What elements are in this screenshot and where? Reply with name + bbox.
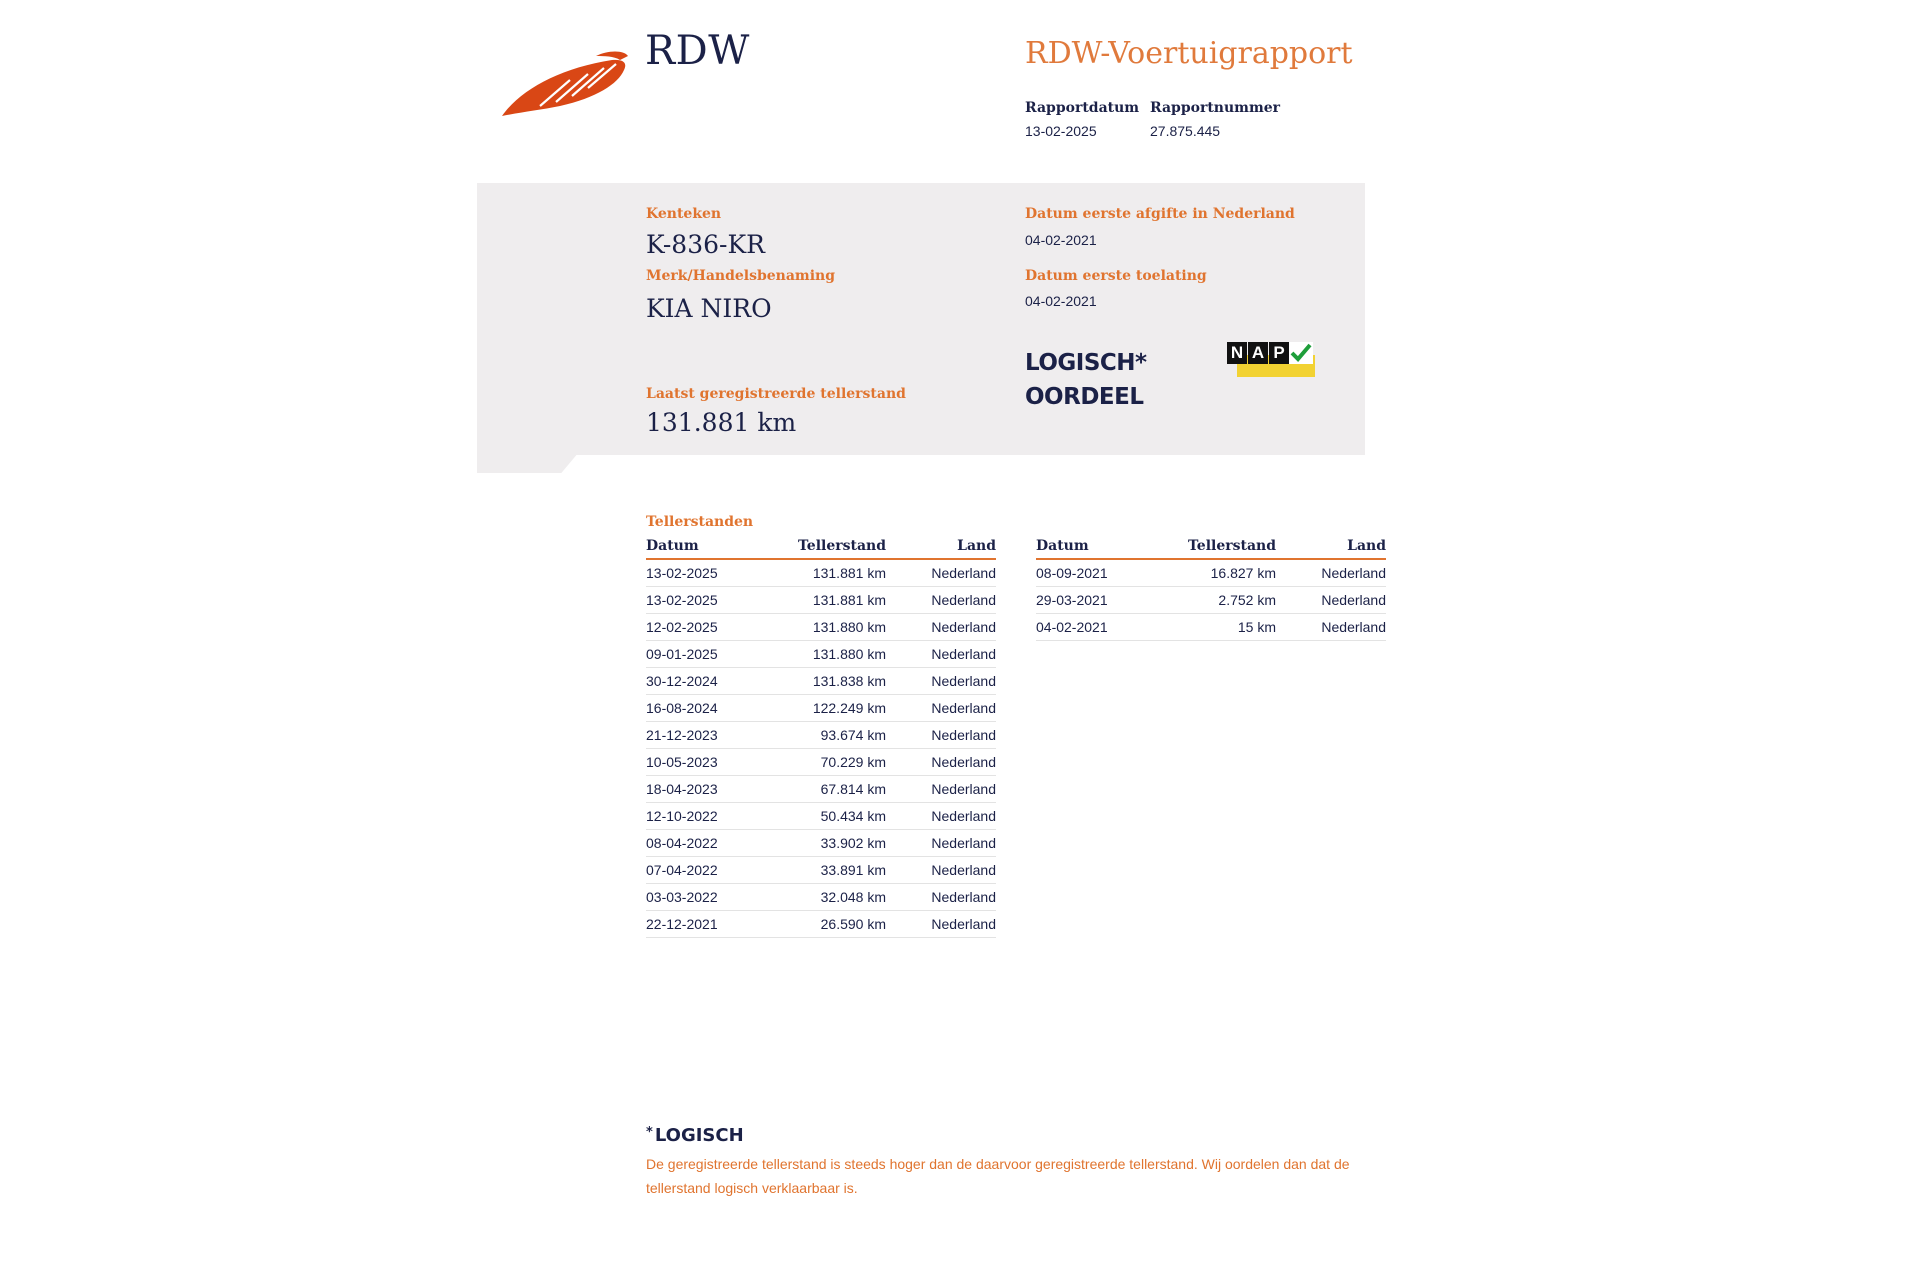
cell-country: Nederland <box>1276 559 1386 587</box>
cell-odometer: 122.249 km <box>766 695 886 722</box>
cell-odometer: 16.827 km <box>1156 559 1276 587</box>
report-date: 13-02-2025 <box>1025 123 1097 139</box>
cell-date: 10-05-2023 <box>646 749 766 776</box>
cell-date: 30-12-2024 <box>646 668 766 695</box>
verdict-line-2: OORDEEL <box>1025 384 1144 410</box>
cell-odometer: 50.434 km <box>766 803 886 830</box>
column-header-country: Land <box>886 538 996 559</box>
column-header-country: Land <box>1276 538 1386 559</box>
last-odometer-value: 131.881 km <box>646 408 797 437</box>
cell-date: 04-02-2021 <box>1036 614 1156 641</box>
cell-date: 13-02-2025 <box>646 559 766 587</box>
nap-letter-p: P <box>1269 342 1289 364</box>
cell-country: Nederland <box>886 695 996 722</box>
table-header-row <box>1036 538 1386 559</box>
cell-odometer: 33.902 km <box>766 830 886 857</box>
footnote-text: De geregistreerde tellerstand is steeds hoger dan de daarvoor geregistreerde tellerstand. Wij oordelen dan dat de tellerstand logisch verklaarbaar is. <box>646 1156 1350 1196</box>
cell-odometer: 33.891 km <box>766 857 886 884</box>
column-header-date: Datum <box>1036 538 1156 559</box>
cell-date: 18-04-2023 <box>646 776 766 803</box>
report-title: RDW-Voertuigrapport <box>1025 36 1353 71</box>
cell-country: Nederland <box>886 587 996 614</box>
cell-country: Nederland <box>886 641 996 668</box>
footnote-title <box>646 1125 744 1146</box>
cell-country: Nederland <box>886 668 996 695</box>
column-header-odometer: Tellerstand <box>1156 538 1276 559</box>
table-row <box>646 884 996 911</box>
cell-date: 08-04-2022 <box>646 830 766 857</box>
table-row <box>646 776 996 803</box>
cell-odometer: 15 km <box>1156 614 1276 641</box>
report-number-label: Rapportnummer <box>1150 100 1281 116</box>
table-row <box>646 559 996 587</box>
verdict <box>1025 346 1147 414</box>
cell-country: Nederland <box>886 559 996 587</box>
first-admission-label: Datum eerste toelating <box>1025 268 1207 284</box>
odometer-label: Laatst geregistreerde tellerstand <box>646 386 906 402</box>
cell-date: 12-10-2022 <box>646 803 766 830</box>
verdict-line-1: LOGISCH* <box>1025 350 1147 376</box>
column-header-odometer: Tellerstand <box>766 538 886 559</box>
cell-country: Nederland <box>886 803 996 830</box>
table-row <box>646 803 996 830</box>
table-row <box>1036 614 1386 641</box>
cell-odometer: 26.590 km <box>766 911 886 938</box>
cell-odometer: 2.752 km <box>1156 587 1276 614</box>
license-plate: K-836-KR <box>646 230 765 259</box>
cell-country: Nederland <box>886 749 996 776</box>
cell-odometer: 70.229 km <box>766 749 886 776</box>
rdw-wing-logo-icon <box>500 50 630 120</box>
cell-country: Nederland <box>886 911 996 938</box>
table-row <box>646 749 996 776</box>
cell-country: Nederland <box>886 830 996 857</box>
column-header-date: Datum <box>646 538 766 559</box>
cell-date: 16-08-2024 <box>646 695 766 722</box>
cell-odometer: 131.880 km <box>766 641 886 668</box>
table-row <box>646 722 996 749</box>
table-row <box>646 668 996 695</box>
cell-odometer: 131.881 km <box>766 587 886 614</box>
cell-date: 03-03-2022 <box>646 884 766 911</box>
footnote-star: * <box>646 1125 653 1140</box>
cell-odometer: 93.674 km <box>766 722 886 749</box>
make-label: Merk/Handelsbenaming <box>646 268 836 284</box>
first-issue-nl-date: 04-02-2021 <box>1025 232 1097 248</box>
cell-date: 22-12-2021 <box>646 911 766 938</box>
cell-odometer: 32.048 km <box>766 884 886 911</box>
cell-country: Nederland <box>886 857 996 884</box>
cell-country: Nederland <box>886 884 996 911</box>
brand-name: RDW <box>645 28 750 74</box>
first-admission-date: 04-02-2021 <box>1025 293 1097 309</box>
cell-odometer: 131.838 km <box>766 668 886 695</box>
odometer-table-right <box>1036 538 1386 641</box>
cell-country: Nederland <box>1276 614 1386 641</box>
cell-date: 12-02-2025 <box>646 614 766 641</box>
table-row <box>646 587 996 614</box>
cell-date: 13-02-2025 <box>646 587 766 614</box>
cell-odometer: 67.814 km <box>766 776 886 803</box>
vehicle-summary-panel <box>477 183 1365 473</box>
cell-country: Nederland <box>886 722 996 749</box>
report-date-label: Rapportdatum <box>1025 100 1140 116</box>
cell-date: 09-01-2025 <box>646 641 766 668</box>
footnote-title-text: LOGISCH <box>654 1125 744 1146</box>
table-row <box>646 857 996 884</box>
first-issue-nl-label: Datum eerste afgifte in Nederland <box>1025 206 1295 222</box>
cell-country: Nederland <box>1276 587 1386 614</box>
vehicle-make: KIA NIRO <box>646 294 772 323</box>
cell-country: Nederland <box>886 776 996 803</box>
odometer-table-left <box>646 538 996 938</box>
cell-date: 07-04-2022 <box>646 857 766 884</box>
nap-letter-a: A <box>1248 342 1268 364</box>
nap-letter-n: N <box>1227 342 1247 364</box>
green-check-icon <box>1289 342 1313 364</box>
plate-label: Kenteken <box>646 206 722 222</box>
table-row <box>1036 559 1386 587</box>
table-header-row <box>646 538 996 559</box>
cell-date: 29-03-2021 <box>1036 587 1156 614</box>
table-row <box>646 830 996 857</box>
cell-date: 08-09-2021 <box>1036 559 1156 587</box>
cell-odometer: 131.881 km <box>766 559 886 587</box>
table-row <box>646 614 996 641</box>
table-row <box>1036 587 1386 614</box>
cell-odometer: 131.880 km <box>766 614 886 641</box>
table-row <box>646 695 996 722</box>
report-number: 27.875.445 <box>1150 123 1221 139</box>
table-row <box>646 641 996 668</box>
cell-date: 21-12-2023 <box>646 722 766 749</box>
odometer-readings-title: Tellerstanden <box>646 514 754 530</box>
cell-country: Nederland <box>886 614 996 641</box>
nap-logo <box>1225 342 1320 382</box>
table-row <box>646 911 996 938</box>
